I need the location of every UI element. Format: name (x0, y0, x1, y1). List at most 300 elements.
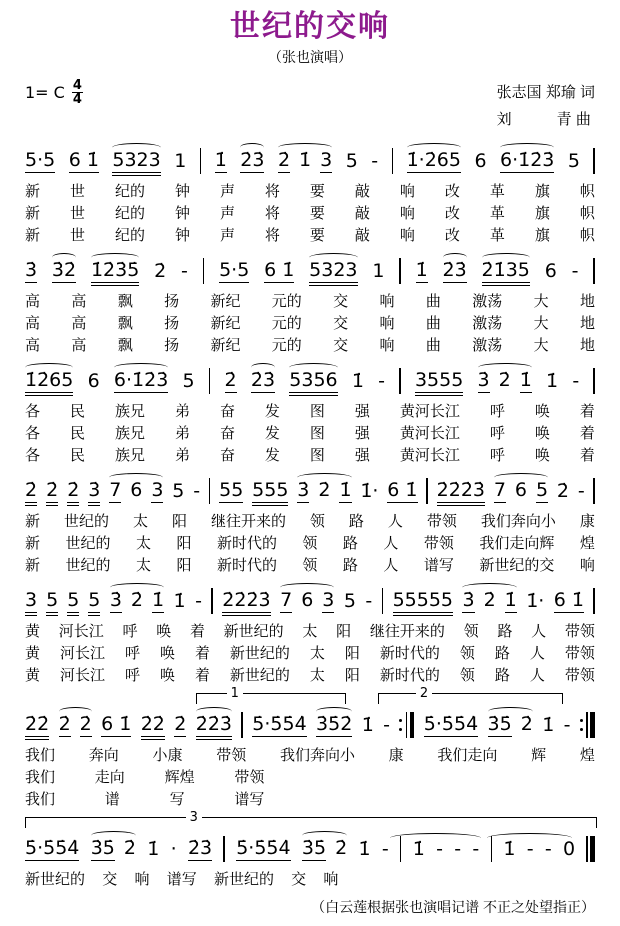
barline (209, 368, 211, 394)
lyric-syllable: 地 (579, 336, 595, 354)
lyric-syllable: 族兄 (114, 402, 145, 420)
lyric-syllable: 族兄 (114, 424, 145, 442)
note: 1 (372, 259, 385, 282)
note-group (436, 478, 485, 509)
lyric-syllable: 人 (529, 666, 545, 684)
note-group (250, 368, 276, 399)
note-group (387, 478, 418, 509)
lyric-syllable: 钟 (174, 204, 190, 222)
note-group (544, 259, 557, 289)
slur-arc (59, 707, 92, 716)
note: - (193, 479, 201, 502)
lyric-syllable: 新时代的 (216, 556, 277, 574)
lyric-syllable: 谱写 (423, 556, 454, 574)
note: 1̇ (504, 588, 517, 611)
key-signature (25, 79, 83, 107)
note-group (544, 837, 552, 867)
beamed-notes (25, 588, 101, 613)
lyric-syllable: 我们 (25, 768, 56, 786)
note: - (571, 259, 579, 282)
note: 3̇5̇ (301, 836, 327, 859)
score-system (25, 809, 595, 889)
note: 3 (151, 478, 164, 501)
barline (399, 258, 401, 284)
notation-line (25, 253, 595, 289)
lyric-syllable: 声 (219, 204, 235, 222)
lyric-syllable: 奋 (219, 446, 235, 464)
note-group (58, 712, 92, 743)
note-group (277, 148, 333, 179)
performer-note: （张也演唱） (268, 48, 352, 65)
note: 1̇ (173, 589, 186, 612)
lyric-syllable: 煌 (579, 746, 595, 764)
barline (241, 712, 243, 738)
lyric-syllable: 领 (459, 644, 475, 662)
note: 2̇ (25, 478, 38, 501)
note-group (195, 712, 233, 743)
thin-bar (586, 836, 588, 862)
lyric-syllable: 旗 (534, 182, 550, 200)
note: 2̇3̇ (240, 148, 265, 171)
note: 2̇2̇2̇3̇ (222, 588, 271, 611)
barline (223, 836, 225, 862)
note: 5 (172, 479, 185, 502)
lyric-row (25, 227, 595, 245)
lyric-syllable: 我们走向辉 (479, 534, 555, 552)
note: 5̇·5̇5̇4̇ (252, 712, 307, 735)
beamed-notes (109, 588, 165, 613)
lyric-syllable: 高 (25, 292, 41, 310)
lyric-syllable: 黄河长江 (399, 424, 460, 442)
slur-arc (297, 473, 351, 482)
lyric-syllable: 着 (189, 622, 205, 640)
note: - (454, 837, 462, 860)
lyric-syllable: 新时代的 (216, 534, 277, 552)
note-group (556, 479, 569, 509)
slur-arc (109, 473, 163, 482)
note: - (526, 837, 534, 860)
note-group (236, 836, 291, 867)
beamed-notes (280, 588, 335, 613)
note-group (436, 837, 443, 867)
lyric-syllable: 带领 (564, 622, 595, 640)
note: 1̇ (339, 478, 352, 501)
lyric-syllable: 我们走向 (437, 746, 498, 764)
time-signature-top: 4 (72, 77, 82, 93)
score-system (25, 685, 595, 809)
note-group (113, 368, 169, 399)
lyric-syllable: 带领 (564, 644, 595, 662)
note-group (140, 712, 165, 743)
lyric-syllable: 新 (25, 534, 41, 552)
note: 2̇2̇2̇3̇ (436, 478, 485, 501)
lyric-syllable: 路 (342, 556, 358, 574)
note: 6 (514, 478, 527, 501)
lyric-row (25, 871, 339, 889)
note: 2̇3̇ (442, 258, 467, 281)
note: 3 (25, 588, 38, 611)
key-prefix: 1= C (25, 83, 65, 103)
lyric-syllable: 路 (494, 666, 510, 684)
lyric-syllable: 着 (579, 402, 595, 420)
lyric-syllable: 路 (342, 534, 358, 552)
barline (593, 258, 595, 284)
note: 6 (301, 588, 314, 611)
slur-arc (240, 143, 264, 152)
note-group (25, 148, 56, 179)
note: 2̇ (483, 588, 496, 611)
note-group (101, 712, 132, 743)
lyric-syllable: 图 (309, 446, 325, 464)
note: 7 (493, 478, 506, 501)
note: 1̇ (546, 369, 559, 392)
volta-bracket (196, 685, 346, 704)
lyric-syllable: 新 (25, 512, 41, 530)
note: 5 (345, 149, 358, 172)
note-group (372, 259, 385, 289)
lyric-syllable: 太 (302, 622, 318, 640)
lyric-syllable: 扬 (164, 292, 180, 310)
barline (209, 478, 211, 504)
note: 3̇ (25, 258, 38, 281)
note-group (462, 588, 517, 619)
lyric-syllable: 曲 (425, 292, 441, 310)
note: 1̇ (412, 837, 425, 860)
slur-arc (500, 143, 554, 152)
note: 6 (130, 478, 143, 501)
lyric-syllable: 煌 (579, 534, 595, 552)
notation-line (25, 707, 595, 743)
slur-arc (112, 143, 160, 152)
volta-number: 1 (227, 687, 243, 700)
lyric-syllable: 世 (69, 226, 85, 244)
note: 1̇ (415, 258, 428, 281)
lyric-syllable: 响 (134, 870, 150, 888)
note: 6 1̇ (264, 258, 295, 281)
slur-arc (52, 253, 76, 262)
slur-arc (302, 831, 347, 840)
lyric-syllable: 着 (194, 666, 210, 684)
barline (211, 588, 213, 614)
lyric-row (25, 535, 595, 553)
note: 5·5 (219, 258, 250, 281)
volta-bracket (378, 685, 562, 704)
barline (593, 148, 595, 174)
note-group (172, 479, 185, 509)
note-group (170, 837, 177, 867)
note-group (316, 712, 353, 743)
note-group (423, 712, 479, 743)
notation-line (25, 363, 595, 399)
lyric-syllable: 各 (25, 402, 41, 420)
note-group (361, 713, 374, 743)
lyric-syllable: 新 (25, 204, 41, 222)
lyric-syllable: 小康 (152, 746, 183, 764)
note: 1̇ (361, 713, 374, 736)
note: 2̇ (58, 712, 71, 735)
slur-arc (25, 363, 73, 372)
lyric-syllable: 河长江 (59, 644, 105, 662)
lyric-syllable: 改 (444, 204, 460, 222)
lyric-syllable: 呼 (122, 622, 138, 640)
note: 5 (536, 478, 549, 501)
repeat-dot (580, 719, 583, 722)
lyric-syllable: 扬 (164, 314, 180, 332)
lyric-syllable: 带领 (234, 768, 265, 786)
note-group (571, 259, 579, 289)
note-group (343, 589, 356, 619)
note-group (112, 148, 161, 179)
note: 5356 (289, 368, 338, 391)
volta-number: 3 (186, 811, 202, 824)
note: 3 (320, 148, 333, 171)
note: 5̇·5̇5̇4̇ (236, 836, 291, 859)
note: - (572, 369, 580, 392)
lyric-syllable: 黄 (25, 644, 41, 662)
note-group (500, 148, 555, 179)
lyric-syllable: 河长江 (58, 622, 104, 640)
note: 6 1̇ (101, 712, 132, 735)
lyric-syllable: 我们 (25, 746, 56, 764)
beamed-notes (477, 368, 532, 393)
lyric-syllable: 旗 (534, 204, 550, 222)
note: 6 1̇ (68, 148, 99, 171)
lyric-syllable: 图 (309, 424, 325, 442)
lyric-syllable: 新世纪的 (25, 870, 86, 888)
lyric-syllable: 帜 (579, 182, 595, 200)
lyric-syllable: 响 (379, 336, 395, 354)
lyric-syllable: 高 (71, 336, 87, 354)
note-group (25, 712, 50, 743)
lyric-syllable: 领 (302, 534, 318, 552)
barline (593, 588, 595, 614)
volta-number: 2 (416, 687, 432, 700)
lyric-syllable: 新世纪的交 (479, 556, 555, 574)
barline (392, 148, 394, 174)
lyric-syllable: 路 (494, 644, 510, 662)
key-credits-row (25, 79, 595, 133)
note: 2̇ (46, 478, 59, 501)
lyric-syllable: 交 (333, 292, 349, 310)
slur-arc (91, 831, 136, 840)
slur-arc (494, 473, 548, 482)
lyric-row (25, 747, 595, 765)
lyric-syllable: 民 (69, 424, 85, 442)
lyric-syllable: 领 (463, 622, 479, 640)
note: 3̇ (297, 478, 310, 501)
note: 2̇ (556, 479, 569, 502)
beamed-notes (109, 478, 164, 503)
lyric-syllable: 呼 (489, 424, 505, 442)
slur-arc (478, 363, 532, 372)
lyric-syllable: 激荡 (472, 314, 503, 332)
note: - (544, 837, 552, 860)
lyric-syllable: 革 (489, 204, 505, 222)
note-group (392, 588, 454, 619)
barline (203, 258, 205, 284)
note: - (181, 259, 188, 282)
slur-arc (488, 707, 533, 716)
note: 5323 (112, 148, 161, 171)
lyric-syllable: 革 (489, 182, 505, 200)
note: - (371, 149, 379, 172)
lyric-syllable: 路 (497, 622, 513, 640)
lyric-syllable: 要 (309, 204, 325, 222)
note: 1̇·2̇65 (406, 148, 461, 171)
note-group (68, 148, 99, 179)
note-group (477, 368, 532, 399)
lyric-syllable: 钟 (174, 226, 190, 244)
note: 555 (252, 478, 289, 501)
lyric-syllable: 新纪 (210, 336, 241, 354)
lyric-syllable: 黄 (25, 622, 41, 640)
slur-arc (289, 363, 337, 372)
lyric-syllable: 响 (323, 870, 339, 888)
note: 55 (219, 478, 244, 501)
lyric-syllable: 着 (194, 644, 210, 662)
note: 2̇ (67, 478, 80, 501)
lyric-syllable: 唤 (534, 424, 550, 442)
note: - (195, 589, 202, 612)
note-group (51, 258, 77, 289)
lyric-syllable: 交 (333, 336, 349, 354)
repeat-dots (399, 719, 402, 731)
lyric-row (25, 205, 595, 223)
note-group (442, 258, 467, 289)
note-group (365, 589, 373, 619)
note-group (181, 259, 188, 289)
note: 3̇5̇ (487, 712, 512, 735)
note-group (481, 258, 530, 289)
lyric-syllable: 大 (533, 314, 549, 332)
lyric-syllable: 激荡 (472, 292, 503, 310)
lyric-syllable: 革 (489, 226, 505, 244)
note: 2̇ (174, 712, 187, 735)
thick-bar (590, 712, 595, 738)
note: 1̇ (147, 837, 160, 860)
lyric-syllable: 我们奔向小 (279, 746, 355, 764)
lyric-syllable: 带领 (423, 534, 454, 552)
note: 5 (88, 588, 101, 611)
thick-bar (410, 712, 415, 738)
lyric-syllable: 黄河长江 (399, 402, 460, 420)
lyric-syllable: 新时代的 (379, 666, 440, 684)
lyric-syllable: 世纪的 (63, 512, 109, 530)
note: 1̇2̇3̇5̇ (90, 258, 140, 281)
note: 2̇2̇ (25, 712, 50, 735)
lyric-syllable: 领 (309, 512, 325, 530)
lyric-syllable: 谱 (104, 790, 120, 808)
lyric-syllable: 响 (579, 556, 595, 574)
note-group (195, 589, 202, 619)
note: 1̇ (351, 369, 364, 392)
beamed-notes (493, 478, 549, 503)
note: 5̇·5̇5̇4̇ (423, 712, 479, 735)
note: 5 (567, 149, 580, 172)
note: 2̇2̇3̇ (195, 712, 233, 735)
lyric-syllable: 康 (388, 746, 404, 764)
lyric-syllable: 继往开来的 (369, 622, 445, 640)
lyric-syllable: 唤 (534, 446, 550, 464)
lyric-syllable: 敲 (354, 226, 370, 244)
lyric-syllable: 黄 (25, 666, 41, 684)
lyric-syllable: 谱写 (234, 790, 265, 808)
note: - (436, 837, 443, 860)
slur-arc (316, 707, 352, 716)
lyric-syllable: 太 (309, 666, 325, 684)
lyric-syllable: 曲 (425, 314, 441, 332)
lyric-syllable: 强 (354, 446, 370, 464)
lyric-syllable: 各 (25, 446, 41, 464)
lyric-syllable: 新 (25, 556, 41, 574)
note: 5 (343, 589, 356, 612)
lyric-syllable: 唤 (156, 622, 172, 640)
lyric-row (25, 183, 595, 201)
note: 1̇ (519, 368, 532, 391)
beamed-notes (301, 836, 348, 861)
lyric-syllable: 飘 (117, 292, 133, 310)
lyric-syllable: 人 (383, 534, 399, 552)
lyric-syllable: 路 (348, 512, 364, 530)
note: 2̇ (335, 836, 348, 859)
note: 1̇ (214, 148, 227, 171)
note: 3555 (414, 368, 464, 391)
note: 3̇ (462, 588, 475, 611)
lyric-syllable: 新 (25, 226, 41, 244)
lyric-syllable: 写 (169, 790, 185, 808)
lyric-syllable: 着 (579, 446, 595, 464)
note: 3 (322, 588, 335, 611)
slur-arc (462, 583, 516, 592)
note: 1̇ (542, 713, 555, 736)
lyric-syllable: 世纪的 (65, 556, 111, 574)
lyric-syllable: 新纪 (210, 292, 241, 310)
note: - (365, 589, 373, 612)
lyric-syllable: 弟 (174, 402, 190, 420)
lyric-syllable: 要 (309, 182, 325, 200)
lyric-row (25, 557, 595, 575)
lyric-syllable: 改 (444, 226, 460, 244)
note: 6·1̇2̇3̇ (113, 368, 169, 391)
note-group (546, 369, 559, 399)
transcriber-note: （白云莲根据张也演唱记谱 不正之处望指正） (311, 898, 595, 915)
note: 2̇ (498, 368, 511, 391)
lyric-syllable: 各 (25, 424, 41, 442)
note-group (193, 479, 201, 509)
lyric-syllable: 大 (533, 336, 549, 354)
lyric-syllable: 发 (264, 402, 280, 420)
lyric-syllable: 人 (387, 512, 403, 530)
lyric-syllable: 谱写 (166, 870, 197, 888)
lyric-syllable: 纪的 (114, 182, 145, 200)
lyric-syllable: 唤 (159, 666, 175, 684)
barline (399, 368, 401, 394)
notation-line (25, 143, 595, 179)
lyric-syllable: 领 (459, 666, 475, 684)
lyric-syllable: 地 (579, 314, 595, 332)
thin-bar (586, 712, 588, 738)
note: 5·5 (25, 148, 56, 171)
note-group (109, 478, 164, 509)
barline (593, 478, 595, 504)
beamed-notes (277, 148, 333, 173)
note: 55555 (392, 588, 454, 611)
lyric-syllable: 辉煌 (164, 768, 195, 786)
note-group (526, 837, 534, 867)
note: - (383, 713, 391, 736)
note-group (553, 588, 584, 619)
note: 3̇ (109, 588, 122, 611)
